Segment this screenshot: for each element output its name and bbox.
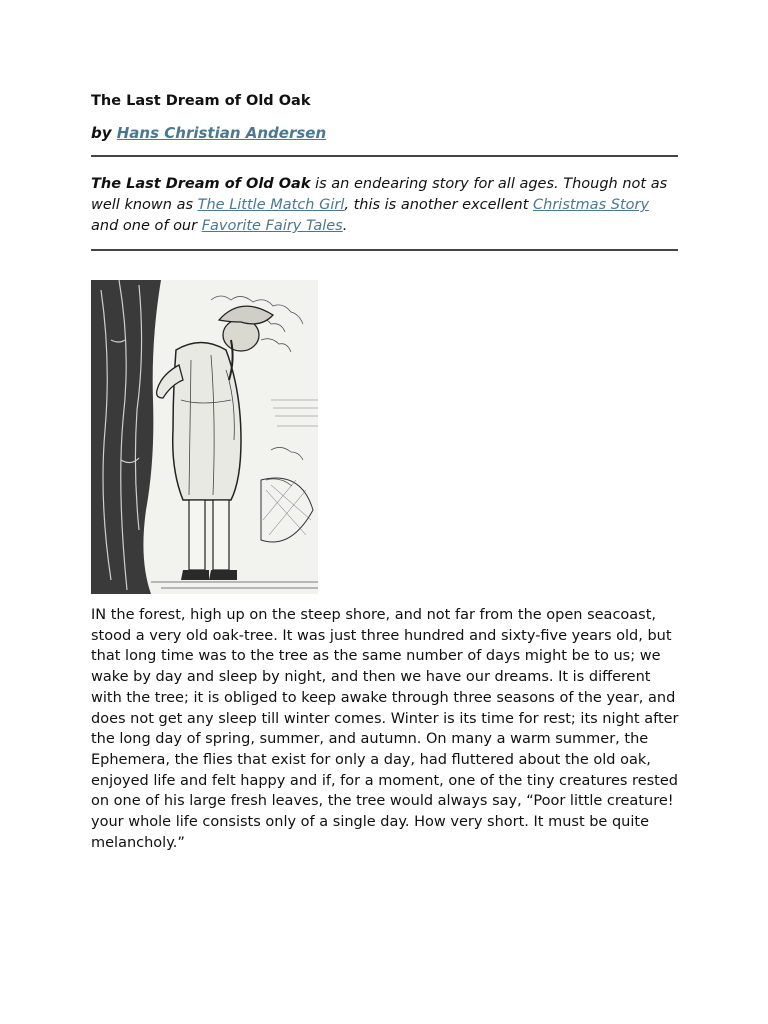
divider — [91, 249, 678, 251]
intro-text: , this is another excellent — [344, 197, 534, 213]
intro-text: and one of our — [91, 218, 202, 234]
christmas-story-link[interactable]: Christmas Story — [533, 197, 650, 213]
author-link[interactable]: Hans Christian Andersen — [116, 124, 327, 142]
document-page — [91, 90, 678, 853]
intro-paragraph — [91, 157, 678, 249]
intro-text: . — [342, 218, 348, 234]
little-match-girl-link[interactable]: The Little Match Girl — [197, 197, 345, 213]
byline — [91, 122, 678, 144]
by-label: by — [91, 124, 112, 142]
favorite-fairy-tales-link[interactable]: Favorite Fairy Tales — [201, 218, 343, 234]
intro-story-title: The Last Dream of Old Oak — [91, 176, 311, 192]
story-paragraph: IN the forest, high up on the steep shore, and not far from the open seacoast, stood a very old oak-tree. It was just three hundred and sixty-five years old, but that long time was to the tree as the same number of days might be to us; we wake by day and sleep by night, and then we have our dreams. It is different with the tree; it is obliged to keep awake through three seasons of the year, and does not get any sleep till winter comes. Winter is its time for rest; its night after the long day of spring, summer, and autumn. On many a warm summer, the Ephemera, the flies that exist for only a day, had fluttered about the old oak, enjoyed life and felt happy and if, for a moment, one of the tiny creatures rested on one of his large fresh leaves, the tree would always say, “Poor little creature! your whole life consists only of a single day. How very short. It must be quite melancholy.” — [91, 607, 679, 851]
page-title: The Last Dream of Old Oak — [91, 93, 311, 109]
intro-text: is an endearing story for all ages. Though not as well known as — [91, 176, 668, 213]
engraving-illustration — [91, 280, 318, 594]
